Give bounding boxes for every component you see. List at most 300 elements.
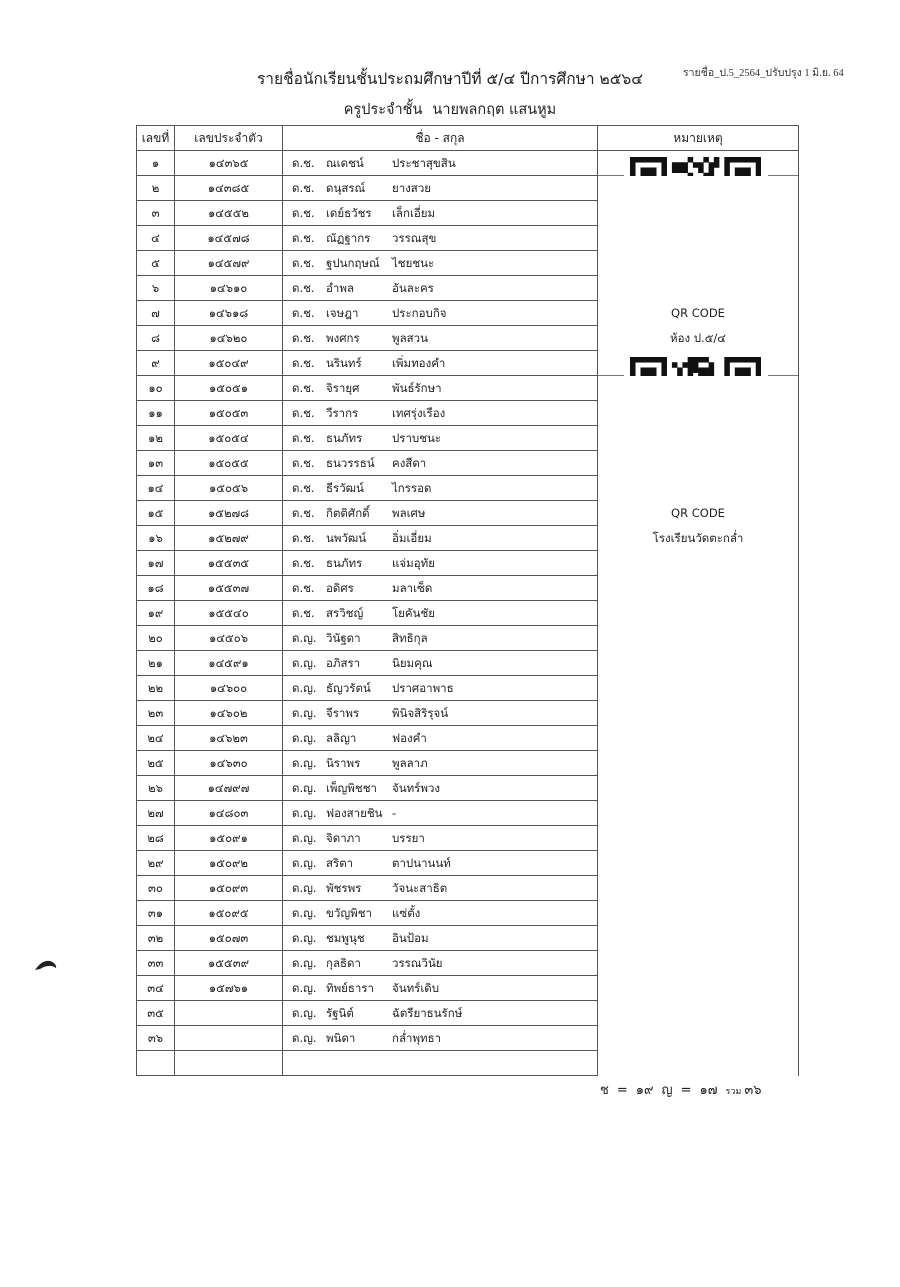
header-id: เลขประจำตัว xyxy=(175,126,283,151)
student-name xyxy=(283,151,598,176)
first-name: จิรายุศ xyxy=(326,381,360,395)
last-name: สิทธิกุล xyxy=(392,631,428,645)
student-number: ๑๔ xyxy=(137,476,175,501)
last-name: แซ่ตั้ง xyxy=(392,906,421,920)
last-name: ฟองคำ xyxy=(392,731,427,745)
first-name: นพวัฒน์ xyxy=(326,531,367,545)
remark-cell xyxy=(598,401,799,426)
student-name xyxy=(283,901,598,926)
student-table xyxy=(136,125,799,1076)
first-name: อภิสรา xyxy=(326,656,361,670)
table-row xyxy=(137,951,799,976)
student-id: ๑๔๕๗๘ xyxy=(175,226,283,251)
name-prefix: ด.ช. xyxy=(292,306,315,320)
student-number: ๒๒ xyxy=(137,676,175,701)
student-number: ๓๐ xyxy=(137,876,175,901)
total-count: ๓๖ xyxy=(744,1083,762,1098)
student-name xyxy=(283,626,598,651)
table-row xyxy=(137,826,799,851)
table-row xyxy=(137,301,799,326)
last-name: พินิจสิริรุจน์ xyxy=(392,706,449,720)
student-name xyxy=(283,226,598,251)
student-number: ๓๖ xyxy=(137,1026,175,1051)
remark-cell xyxy=(598,851,799,876)
student-id: ๑๕๕๓๗ xyxy=(175,576,283,601)
table-row xyxy=(137,426,799,451)
name-prefix: ด.ญ. xyxy=(292,1031,317,1045)
student-id: ๑๕๐๕๖ xyxy=(175,476,283,501)
student-number: ๕ xyxy=(137,251,175,276)
name-prefix: ด.ช. xyxy=(292,231,315,245)
last-name: พูลสวน xyxy=(392,331,428,345)
first-name: ลลิญา xyxy=(326,731,357,745)
student-id: ๑๔๖๓๐ xyxy=(175,751,283,776)
name-prefix: ด.ญ. xyxy=(292,956,317,970)
student-name xyxy=(283,776,598,801)
first-name: ธนภัทร xyxy=(326,556,363,570)
student-number: ๓๑ xyxy=(137,901,175,926)
remark-cell xyxy=(598,276,799,301)
name-prefix: ด.ญ. xyxy=(292,906,317,920)
remark-cell xyxy=(598,976,799,1001)
student-number: ๘ xyxy=(137,326,175,351)
student-name xyxy=(283,551,598,576)
document-reference: รายชื่อ_ป.5_2564_ปรับปรุง 1 มิ.ย. 64 xyxy=(683,68,844,79)
first-name: ณเดชน์ xyxy=(326,156,364,170)
student-number: ๓๓ xyxy=(137,951,175,976)
student-number: ๓ xyxy=(137,201,175,226)
student-id: ๑๔๕๗๙ xyxy=(175,251,283,276)
last-name: เพิ่มทองคำ xyxy=(392,356,446,370)
last-name: - xyxy=(392,806,397,820)
student-number: ๑๙ xyxy=(137,601,175,626)
remark-cell xyxy=(598,776,799,801)
first-name: จีราพร xyxy=(326,706,360,720)
last-name: วรรณสุข xyxy=(392,231,437,245)
remark-cell xyxy=(598,376,799,401)
student-name xyxy=(283,701,598,726)
last-name: ไกรรอด xyxy=(392,481,432,495)
remark-cell xyxy=(598,826,799,851)
teacher-label: ครูประจำชั้น xyxy=(343,102,423,118)
first-name: กิตติศักดิ์ xyxy=(326,506,370,520)
girls-label: ญ xyxy=(661,1083,673,1098)
table-row xyxy=(137,576,799,601)
student-name xyxy=(283,826,598,851)
first-name: สริตา xyxy=(326,856,354,870)
first-name: ดนุสรณ์ xyxy=(326,181,366,195)
name-prefix: ด.ช. xyxy=(292,406,315,420)
table-row xyxy=(137,201,799,226)
name-prefix: ด.ช. xyxy=(292,556,315,570)
remark-cell xyxy=(598,951,799,976)
name-prefix: ด.ช. xyxy=(292,431,315,445)
table-row xyxy=(137,476,799,501)
first-name: ชมพูนุช xyxy=(326,931,365,945)
name-prefix: ด.ช. xyxy=(292,206,315,220)
last-name: ไชยชนะ xyxy=(392,256,435,270)
remark-cell xyxy=(598,901,799,926)
name-prefix: ด.ช. xyxy=(292,531,315,545)
student-number: ๓๔ xyxy=(137,976,175,1001)
table-row xyxy=(137,626,799,651)
student-id: ๑๔๓๘๕ xyxy=(175,176,283,201)
first-name: รัฐนิต์ xyxy=(326,1006,354,1020)
last-name: พันธ์รักษา xyxy=(392,381,442,395)
student-id: ๑๕๐๙๕ xyxy=(175,901,283,926)
last-name: อิ่มเอี่ยม xyxy=(392,531,432,545)
student-id: ๑๕๐๕๕ xyxy=(175,451,283,476)
last-name: นิยมคุณ xyxy=(392,656,433,670)
table-row xyxy=(137,801,799,826)
student-number: ๗ xyxy=(137,301,175,326)
name-prefix: ด.ช. xyxy=(292,581,315,595)
last-name: กล่ำพุทธา xyxy=(392,1031,442,1045)
table-row xyxy=(137,451,799,476)
student-id: ๑๕๐๗๓ xyxy=(175,926,283,951)
name-prefix: ด.ช. xyxy=(292,506,315,520)
qr-caption: QR CODE xyxy=(598,301,799,326)
student-number: ๒๓ xyxy=(137,701,175,726)
name-prefix: ด.ญ. xyxy=(292,631,317,645)
first-name: อำพล xyxy=(326,281,354,295)
remark-cell xyxy=(598,751,799,776)
student-number: ๖ xyxy=(137,276,175,301)
student-id: ๑๔๖๑๐ xyxy=(175,276,283,301)
student-name xyxy=(283,501,598,526)
student-name xyxy=(283,526,598,551)
student-name xyxy=(283,851,598,876)
student-name xyxy=(283,676,598,701)
last-name: คงสีดา xyxy=(392,456,427,470)
remark-cell xyxy=(598,726,799,751)
student-id: ๑๕๐๕๑ xyxy=(175,376,283,401)
last-name: ฉัตรียาธนรักษ์ xyxy=(392,1006,463,1020)
name-prefix: ด.ญ. xyxy=(292,1006,317,1020)
qr-class-label: ห้อง ป.๕/๔ xyxy=(598,326,799,351)
last-name: แจ่มอุทัย xyxy=(392,556,435,570)
student-name xyxy=(283,801,598,826)
student-name xyxy=(283,726,598,751)
student-name xyxy=(283,251,598,276)
header-name: ชื่อ - สกุล xyxy=(283,126,598,151)
name-prefix: ด.ญ. xyxy=(292,831,317,845)
student-name xyxy=(283,751,598,776)
last-name: ยางสวย xyxy=(392,181,432,195)
student-id: ๑๕๐๕๓ xyxy=(175,401,283,426)
student-id: ๑๔๘๐๓ xyxy=(175,801,283,826)
student-number: ๓๕ xyxy=(137,1001,175,1026)
student-number: ๔ xyxy=(137,226,175,251)
last-name: โยคันชัย xyxy=(392,606,436,620)
remark-cell xyxy=(598,576,799,601)
summary-line xyxy=(600,1079,770,1100)
remark-cell xyxy=(598,176,799,201)
remark-cell xyxy=(598,626,799,651)
student-id: ๑๕๗๖๑ xyxy=(175,976,283,1001)
last-name: วัจนะสาธิต xyxy=(392,881,448,895)
table-row xyxy=(137,851,799,876)
last-name: ประชาสุขสิน xyxy=(392,156,456,170)
qr-caption: QR CODE xyxy=(598,501,799,526)
qr-school-label: โรงเรียนวัดตะกล่ำ xyxy=(598,526,799,551)
name-prefix: ด.ช. xyxy=(292,181,315,195)
table-row xyxy=(137,976,799,1001)
last-name: ตาปนานนท์ xyxy=(392,856,451,870)
student-number: ๑ xyxy=(137,151,175,176)
table-row xyxy=(137,551,799,576)
student-number: ๑๒ xyxy=(137,426,175,451)
table-row xyxy=(137,401,799,426)
student-number: ๒๗ xyxy=(137,801,175,826)
total-label: รวม xyxy=(725,1087,742,1097)
first-name: ฐปนกฤษณ์ xyxy=(326,256,380,270)
first-name: พัชรพร xyxy=(326,881,362,895)
boys-count: ๑๙ xyxy=(635,1083,654,1098)
student-id: ๑๕๐๙๒ xyxy=(175,851,283,876)
table-row xyxy=(137,151,799,176)
student-id: ๑๕๕๔๐ xyxy=(175,601,283,626)
remark-cell xyxy=(598,651,799,676)
student-id: ๑๔๖๑๘ xyxy=(175,301,283,326)
first-name: ณัฏฐากร xyxy=(326,231,371,245)
last-name: เทศรุ่งเรือง xyxy=(392,406,446,420)
name-prefix: ด.ญ. xyxy=(292,981,317,995)
first-name: ธีรวัฒน์ xyxy=(326,481,364,495)
ink-blot-mark xyxy=(34,958,58,972)
empty-cell xyxy=(283,1051,598,1076)
student-name xyxy=(283,326,598,351)
student-name xyxy=(283,926,598,951)
last-name: จันทร์เดิบ xyxy=(392,981,440,995)
last-name: มลาเซ็ด xyxy=(392,581,433,595)
first-name: พงศกร xyxy=(326,331,360,345)
table-row xyxy=(137,701,799,726)
table-row xyxy=(137,1051,799,1076)
qr-code xyxy=(598,151,799,176)
first-name: เพ็ญพิชชา xyxy=(326,781,377,795)
qr-code-icon xyxy=(630,157,761,176)
name-prefix: ด.ช. xyxy=(292,331,315,345)
table-row xyxy=(137,676,799,701)
last-name: ปราบชนะ xyxy=(392,431,442,445)
student-id: ๑๔๕๐๖ xyxy=(175,626,283,651)
student-number: ๙ xyxy=(137,351,175,376)
table-row xyxy=(137,901,799,926)
name-prefix: ด.ญ. xyxy=(292,881,317,895)
table-row xyxy=(137,176,799,201)
table-row xyxy=(137,726,799,751)
name-prefix: ด.ช. xyxy=(292,456,315,470)
name-prefix: ด.ญ. xyxy=(292,756,317,770)
first-name: วีรากร xyxy=(326,406,359,420)
student-name xyxy=(283,301,598,326)
student-number: ๑๐ xyxy=(137,376,175,401)
name-prefix: ด.ช. xyxy=(292,481,315,495)
first-name: พนิดา xyxy=(326,1031,356,1045)
teacher-line xyxy=(0,98,900,121)
student-id: ๑๕๐๕๔ xyxy=(175,426,283,451)
table-row xyxy=(137,526,799,551)
student-number: ๒๕ xyxy=(137,751,175,776)
first-name: ธัญวรัตน์ xyxy=(326,681,371,695)
student-id: ๑๔๖๒๐ xyxy=(175,326,283,351)
name-prefix: ด.ญ. xyxy=(292,681,317,695)
first-name: ขวัญพิชา xyxy=(326,906,372,920)
remark-cell xyxy=(598,251,799,276)
remark-cell xyxy=(598,426,799,451)
student-name xyxy=(283,601,598,626)
table-row xyxy=(137,501,799,526)
name-prefix: ด.ช. xyxy=(292,281,315,295)
first-name: อดิศร xyxy=(326,581,354,595)
student-id: ๑๔๕๕๒ xyxy=(175,201,283,226)
name-prefix: ด.ช. xyxy=(292,156,315,170)
student-name xyxy=(283,976,598,1001)
student-name xyxy=(283,426,598,451)
table-header-row xyxy=(137,126,799,151)
name-prefix: ด.ญ. xyxy=(292,856,317,870)
student-id xyxy=(175,1001,283,1026)
first-name: นิราพร xyxy=(326,756,361,770)
student-id: ๑๕๐๔๙ xyxy=(175,351,283,376)
remark-cell xyxy=(598,351,799,376)
student-name xyxy=(283,401,598,426)
qr-code-icon xyxy=(630,357,761,376)
student-number: ๑๖ xyxy=(137,526,175,551)
header-no: เลขที่ xyxy=(137,126,175,151)
first-name: ธนภัทร xyxy=(326,431,363,445)
last-name: วรรณวินัย xyxy=(392,956,443,970)
student-id: ๑๕๕๓๙ xyxy=(175,951,283,976)
student-id: ๑๔๓๖๕ xyxy=(175,151,283,176)
first-name: ฟองสายชิน xyxy=(326,806,383,820)
table-row xyxy=(137,251,799,276)
first-name: ธนวรรธน์ xyxy=(326,456,375,470)
table-row xyxy=(137,326,799,351)
student-name xyxy=(283,576,598,601)
remark-cell xyxy=(598,201,799,226)
student-name xyxy=(283,176,598,201)
student-name xyxy=(283,651,598,676)
name-prefix: ด.ญ. xyxy=(292,806,317,820)
remark-cell xyxy=(598,876,799,901)
student-id: ๑๔๖๒๓ xyxy=(175,726,283,751)
name-prefix: ด.ช. xyxy=(292,381,315,395)
student-number: ๒๖ xyxy=(137,776,175,801)
table-row xyxy=(137,351,799,376)
remark-cell xyxy=(598,1001,799,1026)
student-number: ๓๒ xyxy=(137,926,175,951)
table-row xyxy=(137,751,799,776)
remark-cell xyxy=(598,476,799,501)
boys-label: ช xyxy=(600,1083,609,1098)
empty-cell xyxy=(137,1051,175,1076)
girls-count: ๑๗ xyxy=(699,1083,718,1098)
remark-cell xyxy=(598,151,799,176)
student-name xyxy=(283,351,598,376)
student-name xyxy=(283,201,598,226)
remark-cell xyxy=(598,601,799,626)
student-id: ๑๕๐๙๓ xyxy=(175,876,283,901)
last-name: พลเศษ xyxy=(392,506,426,520)
student-id xyxy=(175,1026,283,1051)
last-name: ประกอบกิจ xyxy=(392,306,447,320)
first-name: เดย์ธวัชร xyxy=(326,206,372,220)
student-name xyxy=(283,451,598,476)
remark-cell xyxy=(598,701,799,726)
first-name: เจษฎา xyxy=(326,306,359,320)
first-name: จิดาภา xyxy=(326,831,361,845)
student-number: ๒๘ xyxy=(137,826,175,851)
last-name: พูลลาภ xyxy=(392,756,428,770)
equals-sign: = xyxy=(680,1083,692,1098)
name-prefix: ด.ญ. xyxy=(292,731,317,745)
remark-cell xyxy=(598,451,799,476)
teacher-name: นายพลกฤต แสนหูม xyxy=(432,102,557,118)
table-row xyxy=(137,1001,799,1026)
student-number: ๒ xyxy=(137,176,175,201)
student-number: ๒๐ xyxy=(137,626,175,651)
page-title: รายชื่อนักเรียนชั้นประถมศึกษาปีที่ ๕/๔ ปีการศึกษา ๒๕๖๔ xyxy=(256,70,643,88)
last-name: เล็กเอี่ยม xyxy=(392,206,436,220)
student-id: ๑๔๖๐๒ xyxy=(175,701,283,726)
student-id: ๑๕๕๓๕ xyxy=(175,551,283,576)
table-row xyxy=(137,651,799,676)
student-id: ๑๔๕๙๑ xyxy=(175,651,283,676)
first-name: สรวิชญ์ xyxy=(326,606,364,620)
last-name: ปราศอาพาธ xyxy=(392,681,454,695)
student-name xyxy=(283,376,598,401)
table-row xyxy=(137,276,799,301)
student-number: ๑๑ xyxy=(137,401,175,426)
name-prefix: ด.ญ. xyxy=(292,706,317,720)
header-note: หมายเหตุ xyxy=(598,126,799,151)
student-id: ๑๕๒๗๘ xyxy=(175,501,283,526)
table-row xyxy=(137,876,799,901)
first-name: วินัฐดา xyxy=(326,631,361,645)
student-number: ๑๕ xyxy=(137,501,175,526)
empty-cell xyxy=(175,1051,283,1076)
name-prefix: ด.ช. xyxy=(292,606,315,620)
remark-cell xyxy=(598,1051,799,1076)
student-number: ๑๓ xyxy=(137,451,175,476)
name-prefix: ด.ช. xyxy=(292,256,315,270)
student-id: ๑๕๐๙๑ xyxy=(175,826,283,851)
name-prefix: ด.ช. xyxy=(292,356,315,370)
last-name: บรรยา xyxy=(392,831,425,845)
student-number: ๑๘ xyxy=(137,576,175,601)
table-row xyxy=(137,376,799,401)
table-row xyxy=(137,776,799,801)
table-row xyxy=(137,601,799,626)
last-name: อินป้อม xyxy=(392,931,429,945)
student-name xyxy=(283,1001,598,1026)
student-name xyxy=(283,276,598,301)
name-prefix: ด.ญ. xyxy=(292,656,317,670)
first-name: กุลธิดา xyxy=(326,956,361,970)
student-name xyxy=(283,476,598,501)
last-name: อันละคร xyxy=(392,281,434,295)
table-row xyxy=(137,226,799,251)
student-number: ๒๙ xyxy=(137,851,175,876)
qr-code xyxy=(598,351,799,376)
table-row xyxy=(137,926,799,951)
student-id: ๑๔๖๐๐ xyxy=(175,676,283,701)
name-prefix: ด.ญ. xyxy=(292,781,317,795)
student-number: ๒๔ xyxy=(137,726,175,751)
remark-cell xyxy=(598,676,799,701)
